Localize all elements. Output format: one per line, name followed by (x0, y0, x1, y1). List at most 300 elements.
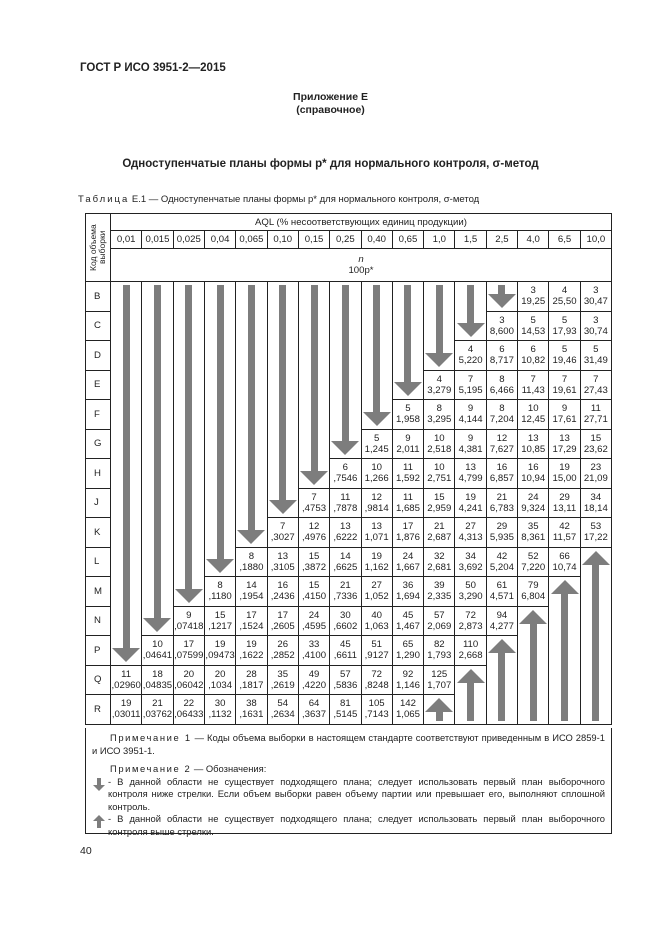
arrow-down-icon (92, 776, 106, 791)
sample-size-n: 92 (402, 668, 414, 680)
percent-p: 2,069 (427, 620, 452, 632)
plan-cell (361, 695, 392, 725)
percent-p: 1,071 (364, 532, 389, 544)
sample-size-n: 29 (496, 521, 508, 533)
table-notes (85, 728, 612, 837)
plan-cell (424, 547, 455, 577)
plan-cell (424, 577, 455, 607)
sample-size-n: 72 (371, 668, 382, 680)
percent-p: ,1524 (239, 620, 264, 632)
percent-p: 17,93 (552, 325, 577, 337)
plan-cell (236, 547, 267, 577)
sample-size-code: B (86, 282, 111, 312)
percent-p: 4,799 (458, 473, 483, 485)
plan-cell (392, 606, 423, 636)
aql-value: 0,15 (298, 231, 329, 249)
percent-p: 1,707 (427, 679, 452, 691)
sample-size-n: 66 (559, 550, 570, 562)
percent-p: 1,958 (395, 414, 420, 426)
percent-p: 21,09 (583, 473, 608, 485)
percent-p: ,5836 (333, 679, 358, 691)
percent-p: ,09473 (205, 650, 235, 662)
percent-p: 2,687 (427, 532, 452, 544)
plan-cell (361, 518, 392, 548)
sample-size-n: 33 (308, 639, 320, 651)
sample-size-code: N (86, 606, 111, 636)
plan-cell (173, 606, 204, 636)
percent-p: 2,959 (427, 502, 452, 514)
plan-cell (455, 606, 486, 636)
sample-size-n: 57 (433, 609, 445, 621)
percent-p: 4,313 (458, 532, 483, 544)
sample-size-n: 3 (530, 285, 536, 297)
plan-cell (392, 488, 423, 518)
plan-cell (298, 518, 329, 548)
note-2-label: Примечание 2 (110, 763, 192, 774)
note-2-text: — Обозначения: (191, 763, 267, 774)
sample-size-n: 7 (467, 373, 474, 385)
plan-cell (204, 665, 235, 695)
sample-size-n: 5 (530, 314, 536, 326)
sample-size-n: 10 (152, 639, 163, 651)
plan-cell (486, 370, 517, 400)
sample-size-n: 13 (277, 550, 289, 562)
sample-size-n: 19 (214, 639, 226, 651)
plan-cell (173, 695, 204, 725)
percent-p: 3,290 (458, 591, 483, 603)
percent-p: ,2852 (270, 650, 295, 662)
plan-cell (298, 547, 329, 577)
sample-size-n: 32 (433, 550, 445, 562)
plan-cell (486, 577, 517, 607)
plan-cell (455, 577, 486, 607)
percent-p: 5,935 (489, 532, 514, 544)
percent-p: ,9127 (364, 650, 389, 662)
plan-cell (330, 488, 361, 518)
plan-cell (455, 341, 486, 371)
sample-size-n: 3 (593, 314, 599, 326)
percent-p: 14,53 (521, 325, 546, 337)
plan-cell (549, 429, 580, 459)
aql-value: 1,0 (424, 231, 455, 249)
percent-p: ,2619 (270, 679, 295, 691)
percent-p: ,6602 (333, 620, 358, 632)
aql-value: 0,65 (392, 231, 423, 249)
plan-cell (204, 577, 235, 607)
percent-p: ,7336 (333, 591, 358, 603)
sample-size-n: 82 (433, 639, 445, 651)
percent-p: 1,266 (364, 473, 389, 485)
note-1-label: Примечание 1 (110, 732, 192, 743)
sample-size-n: 20 (183, 668, 195, 680)
percent-p: ,03762 (142, 709, 173, 721)
sample-size-code: P (86, 636, 111, 666)
sample-size-code: F (86, 400, 111, 430)
sample-size-n: 110 (462, 639, 479, 651)
plan-cell (173, 665, 204, 695)
plan-cell (549, 311, 580, 341)
sample-size-n: 5 (561, 314, 568, 326)
plan-cell (298, 577, 329, 607)
sample-size-n: 10 (527, 403, 539, 415)
sample-size-n: 9 (405, 432, 411, 444)
sample-size-n: 34 (590, 491, 602, 503)
percent-p: ,6625 (333, 561, 358, 573)
plan-cell (330, 695, 361, 725)
plan-cell (392, 547, 423, 577)
plan-cell (580, 341, 611, 371)
plan-cell (392, 665, 423, 695)
percent-p: ,6222 (333, 532, 358, 544)
percent-p: 2,335 (427, 591, 452, 603)
percent-p: ,06042 (174, 679, 204, 691)
caption-prefix: Таблица (78, 194, 130, 205)
percent-p: 5,195 (458, 384, 483, 396)
percent-p: 27,43 (583, 384, 608, 396)
percent-p: ,03011 (111, 709, 141, 721)
sample-size-n: 38 (246, 698, 257, 710)
percent-p: ,7546 (333, 473, 358, 485)
section-heading: Одноступенчатые планы формы p* для нормального контроля, σ-метод (122, 158, 539, 170)
sample-size-n: 19 (120, 698, 132, 710)
sample-size-n: 19 (559, 462, 570, 474)
plan-cell (549, 370, 580, 400)
percent-p: ,1180 (208, 591, 232, 603)
percent-p: 1,052 (364, 591, 389, 603)
plan-cell (111, 665, 142, 695)
plan-cell (518, 459, 549, 489)
plan-cell (486, 547, 517, 577)
plan-cell (267, 577, 298, 607)
percent-p: ,02960 (111, 679, 141, 691)
cell-legend (111, 249, 612, 282)
plan-cell (392, 518, 423, 548)
sample-size-n: 12 (371, 491, 382, 503)
code-header-cell (86, 214, 111, 282)
arrow-up-icon (455, 665, 486, 724)
sample-size-n: 19 (465, 491, 476, 503)
plan-cell (392, 459, 423, 489)
plan-cell (518, 518, 549, 548)
sample-size-n: 26 (277, 639, 289, 651)
percent-p: 8,717 (489, 355, 514, 367)
sample-size-n: 20 (214, 668, 226, 680)
plan-cell (455, 547, 486, 577)
sample-size-code: Q (86, 665, 111, 695)
percent-p: 1,065 (395, 709, 420, 721)
percent-p: ,3105 (270, 561, 295, 573)
arrow-down-icon (298, 282, 329, 489)
percent-p: 13,11 (552, 502, 577, 514)
sample-size-n: 19 (371, 550, 382, 562)
percent-p: 7,204 (489, 414, 514, 426)
plan-cell (580, 429, 611, 459)
sample-size-n: 81 (340, 698, 351, 710)
table-row (86, 282, 612, 312)
percent-p: 7,220 (521, 561, 546, 573)
plan-cell (392, 577, 423, 607)
sample-size-n: 27 (465, 521, 476, 533)
sample-size-n: 21 (433, 521, 445, 533)
legend-down-text: - В данной области не существует подходящего плана; следует использовать первый план выборочного контроля ниже стрелки. Если объем выборки равен объему партии или превышает его, выполняют сплошной контроль. (108, 775, 605, 812)
sample-size-n: 45 (402, 609, 414, 621)
sample-size-n: 34 (465, 550, 476, 562)
sample-size-n: 8 (499, 373, 505, 385)
sample-size-code: L (86, 547, 111, 577)
percent-p: 1,592 (395, 473, 420, 485)
header-row-aql (86, 214, 612, 231)
plan-cell (142, 695, 173, 725)
percent-p: 9,324 (521, 502, 546, 514)
percent-p: 1,162 (364, 561, 389, 573)
plan-cell (455, 488, 486, 518)
percent-p: ,2436 (270, 591, 295, 603)
sample-size-n: 10 (433, 462, 445, 474)
sample-size-n: 64 (308, 698, 320, 710)
percent-p: 17,29 (552, 443, 577, 455)
plan-cell (580, 282, 611, 312)
aql-value: 0,065 (236, 231, 267, 249)
sample-size-n: 6 (499, 344, 505, 356)
annex-title: Приложение Е (293, 91, 368, 103)
sampling-plans-table (85, 213, 612, 725)
sample-size-n: 15 (308, 580, 320, 592)
plan-cell (330, 459, 361, 489)
sample-size-n: 24 (308, 609, 320, 621)
plan-cell (392, 429, 423, 459)
plan-cell (455, 370, 486, 400)
arrow-down-icon (424, 282, 455, 371)
percent-p: 4,381 (458, 443, 483, 455)
percent-p: 11,43 (521, 384, 545, 396)
aql-value: 1,5 (455, 231, 486, 249)
sample-size-n: 6 (342, 462, 349, 474)
sample-size-n: 21 (496, 491, 508, 503)
aql-value: 4,0 (518, 231, 549, 249)
percent-p: ,5145 (333, 709, 358, 721)
percent-p: 3,692 (458, 561, 483, 573)
plan-cell (236, 577, 267, 607)
plan-cell (518, 577, 549, 607)
plan-cell (298, 488, 329, 518)
sample-size-n: 8 (217, 580, 223, 592)
sample-size-n: 15 (214, 609, 226, 621)
plan-cell (549, 459, 580, 489)
aql-value: 0,25 (330, 231, 361, 249)
percent-p: 1,245 (364, 443, 389, 455)
percent-p: ,07599 (174, 650, 204, 662)
sample-size-n: 24 (402, 550, 414, 562)
sample-size-code: H (86, 459, 111, 489)
sample-size-n: 9 (561, 403, 568, 415)
percent-p: ,4595 (302, 620, 327, 632)
sample-size-code: M (86, 577, 111, 607)
cell-legend-p: 100p* (348, 265, 374, 276)
plan-cell (486, 400, 517, 430)
percent-p: 1,146 (395, 679, 420, 691)
percent-p: 11,57 (552, 532, 577, 544)
plan-cell (267, 636, 298, 666)
percent-p: 8,361 (521, 532, 546, 544)
sample-size-n: 29 (559, 491, 570, 503)
sample-size-n: 8 (248, 550, 255, 562)
percent-p: 10,82 (521, 355, 546, 367)
plan-cell (298, 636, 329, 666)
sample-size-code: G (86, 429, 111, 459)
sample-size-code: C (86, 311, 111, 341)
percent-p: ,1622 (239, 650, 264, 662)
sample-size-n: 9 (467, 432, 474, 444)
annex-subtitle: (справочное) (296, 104, 365, 116)
plan-cell (580, 400, 611, 430)
arrow-up-icon (486, 636, 517, 725)
plan-cell (267, 665, 298, 695)
percent-p: ,2605 (270, 620, 295, 632)
legend-up (92, 813, 605, 838)
plan-cell (204, 636, 235, 666)
plan-cell (111, 695, 142, 725)
sample-size-n: 17 (277, 609, 289, 621)
sample-size-n: 9 (186, 609, 192, 621)
plan-cell (330, 636, 361, 666)
arrow-down-icon (111, 282, 142, 666)
annex-heading (0, 91, 661, 117)
plan-cell (267, 547, 298, 577)
sample-size-n: 24 (527, 491, 539, 503)
plan-cell (549, 488, 580, 518)
sample-size-n: 51 (371, 639, 382, 651)
sample-size-n: 17 (246, 609, 257, 621)
percent-p: 7,627 (489, 443, 514, 455)
arrow-down-icon (173, 282, 204, 607)
sample-size-n: 53 (590, 521, 602, 533)
sample-size-n: 5 (405, 403, 411, 415)
percent-p: ,4753 (302, 502, 327, 514)
plan-cell (392, 636, 423, 666)
plan-cell (580, 370, 611, 400)
plan-cell (455, 400, 486, 430)
note-2 (92, 763, 605, 776)
sample-size-n: 11 (121, 668, 132, 680)
sample-size-n: 61 (496, 580, 508, 592)
plan-cell (424, 636, 455, 666)
plan-cell (518, 311, 549, 341)
plan-cell (204, 695, 235, 725)
percent-p: ,1954 (239, 591, 264, 603)
plan-cell (518, 341, 549, 371)
page-number: 40 (80, 845, 92, 857)
plan-cell (424, 400, 455, 430)
percent-p: ,3872 (302, 561, 327, 573)
sample-size-n: 11 (402, 491, 413, 503)
plan-cell (267, 695, 298, 725)
document-code: ГОСТ Р ИСО 3951-2—2015 (80, 62, 226, 74)
sample-size-n: 5 (561, 344, 568, 356)
plan-cell (361, 459, 392, 489)
plan-cell (580, 488, 611, 518)
sample-size-n: 11 (590, 403, 601, 415)
percent-p: 30,74 (583, 325, 608, 337)
percent-p: 17,22 (583, 532, 608, 544)
sample-size-n: 12 (308, 521, 320, 533)
percent-p: 5,204 (489, 561, 514, 573)
legend-up-text: - В данной области не существует подходящего плана; следует использовать первый план выборочного контроля выше стрелки. (108, 813, 605, 837)
plan-cell (236, 665, 267, 695)
plan-cell (298, 695, 329, 725)
percent-p: 3,279 (427, 384, 452, 396)
percent-p: ,06433 (174, 709, 204, 721)
plan-cell (518, 400, 549, 430)
plan-cell (392, 400, 423, 430)
sample-size-n: 5 (373, 432, 380, 444)
sample-size-n: 16 (277, 580, 289, 592)
plan-cell (236, 695, 267, 725)
percent-p: ,8248 (364, 679, 389, 691)
percent-p: ,4150 (302, 591, 327, 603)
plan-cell (330, 577, 361, 607)
plan-cell (173, 636, 204, 666)
percent-p: 1,290 (395, 650, 420, 662)
plan-cell (549, 547, 580, 577)
percent-p: 1,667 (395, 561, 420, 573)
sample-size-n: 42 (496, 550, 508, 562)
plan-cell (455, 459, 486, 489)
aql-header: AQL (% несоответствующих единиц продукции) (111, 214, 612, 231)
sample-size-n: 13 (559, 432, 570, 444)
sample-size-n: 16 (496, 462, 508, 474)
percent-p: ,07418 (174, 620, 204, 632)
code-header: Код объема выборки (88, 224, 107, 271)
plan-cell (298, 665, 329, 695)
sample-size-n: 28 (246, 668, 257, 680)
plan-cell (518, 547, 549, 577)
percent-p: ,1034 (208, 679, 233, 691)
aql-value: 0,10 (267, 231, 298, 249)
plan-cell (424, 606, 455, 636)
percent-p: 6,466 (489, 384, 514, 396)
aql-value: 10,0 (580, 231, 611, 249)
sample-size-n: 72 (465, 609, 476, 621)
sample-size-n: 125 (431, 668, 448, 680)
percent-p: 30,47 (583, 296, 608, 308)
plan-cell (236, 606, 267, 636)
plan-cell (486, 459, 517, 489)
arrow-up-icon (424, 695, 455, 725)
percent-p: ,1631 (239, 709, 264, 721)
percent-p: 4,241 (458, 502, 483, 514)
sample-size-n: 3 (593, 285, 599, 297)
plan-cell (486, 488, 517, 518)
sample-size-n: 10 (371, 462, 382, 474)
sample-size-n: 17 (183, 639, 195, 651)
sample-size-n: 14 (246, 580, 257, 592)
arrow-up-icon (580, 547, 611, 724)
plan-cell (518, 429, 549, 459)
sample-size-n: 50 (465, 580, 476, 592)
percent-p: ,7878 (333, 502, 358, 514)
plan-cell (204, 606, 235, 636)
sample-size-n: 105 (368, 698, 385, 710)
percent-p: 17,61 (552, 414, 577, 426)
plan-cell (486, 606, 517, 636)
arrow-down-icon (361, 282, 392, 430)
percent-p: 8,600 (489, 325, 514, 337)
sample-size-n: 8 (436, 403, 442, 415)
sample-size-n: 52 (527, 550, 539, 562)
percent-p: ,2634 (270, 709, 295, 721)
sample-size-n: 39 (433, 580, 445, 592)
arrow-down-icon (267, 282, 298, 518)
